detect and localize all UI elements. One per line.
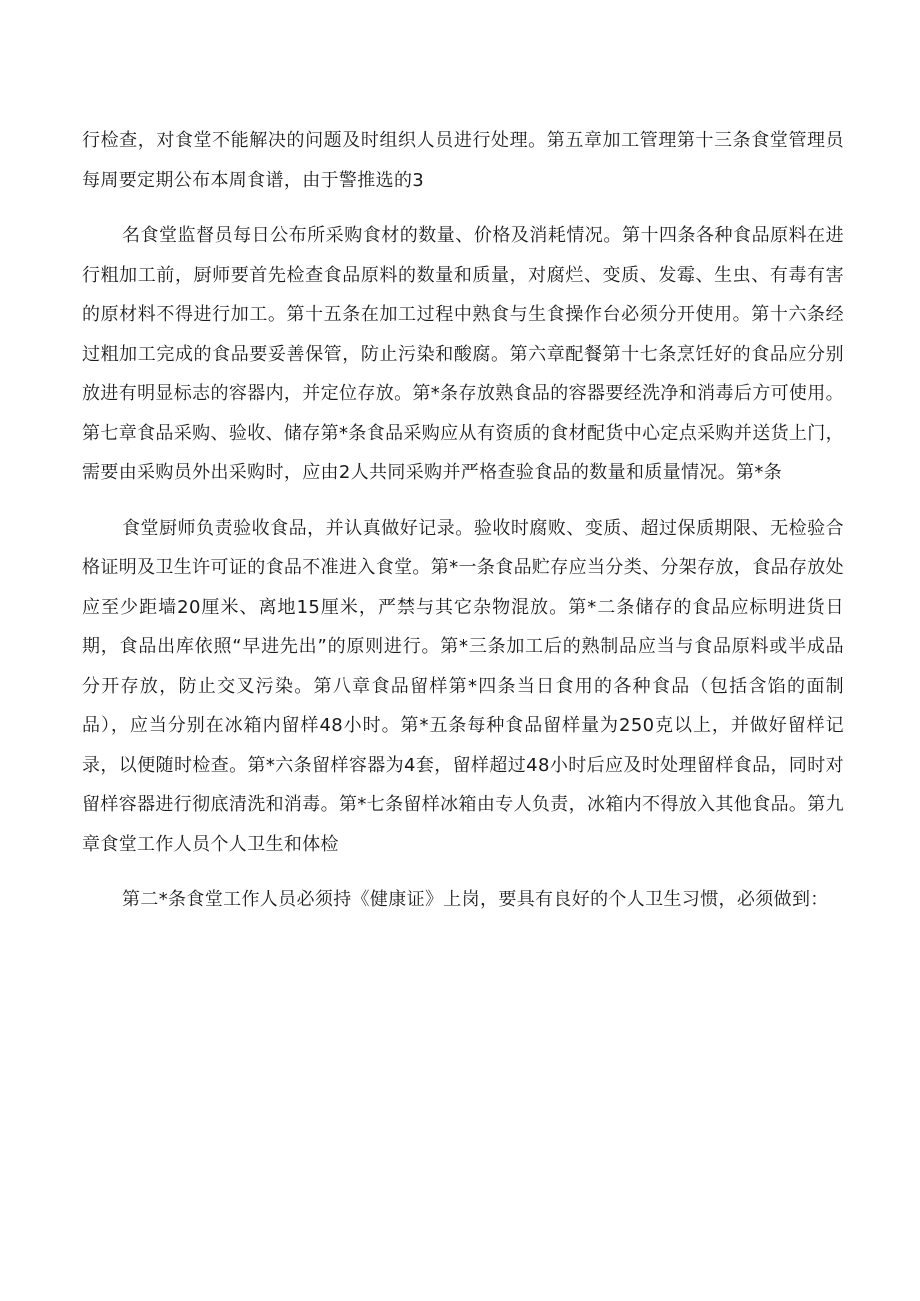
- paragraph-1: 行检查，对食堂不能解决的问题及时组织人员进行处理。第五章加工管理第十三条食堂管理员每周要定期公布本周食谱，由于警推选的3: [82, 130, 844, 191]
- paragraph-4: 第二*条食堂工作人员必须持《健康证》上岗，要具有良好的个人卫生习惯，必须做到：: [122, 889, 829, 910]
- document-body: [82, 121, 844, 936]
- paragraph-2: 名食堂监督员每日公布所采购食材的数量、价格及消耗情况。第十四条各种食品原料在进行粗加工前，厨师要首先检查食品原料的数量和质量，对腐烂、变质、发霉、生虫、有毒有害的原材料不得进行加工。第十五条在加工过程中熟食与生食操作台必须分开使用。第十六条经过粗加工完成的食品要妥善保管，防止污染和酸腐。第六章配餐第十七条烹饪好的食品应分别放进有明显标志的容器内，并定位存放。第*条存放熟食品的容器要经洗净和消毒后方可使用。第七章食品采购、验收、储存第*条食品采购应从有资质的食材配货中心定点采购并送货上门，需要由采购员外出采购时，应由2人共同采购并严格查验食品的数量和质量情况。第*条: [82, 225, 844, 483]
- paragraph-3: 食堂厨师负责验收食品，并认真做好记录。验收时腐败、变质、超过保质期限、无检验合格证明及卫生许可证的食品不准进入食堂。第*一条食品贮存应当分类、分架存放，食品存放处应至少距墙20厘米、离地15厘米，严禁与其它杂物混放。第*二条储存的食品应标明进货日期，食品出库依照“早进先出”的原则进行。第*三条加工后的熟制品应当与食品原料或半成品分开存放，防止交叉污染。第八章食品留样第*四条当日食用的各种食品（包括含馅的面制品），应当分别在冰箱内留样48小时。第*五条每种食品留样量为250克以上，并做好留样记录，以便随时检查。第*六条留样容器为4套，留样超过48小时后应及时处理留样食品，同时对留样容器进行彻底清洗和消毒。第*七条留样冰箱由专人负责，冰箱内不得放入其他食品。第九章食堂工作人员个人卫生和体检: [82, 517, 844, 855]
